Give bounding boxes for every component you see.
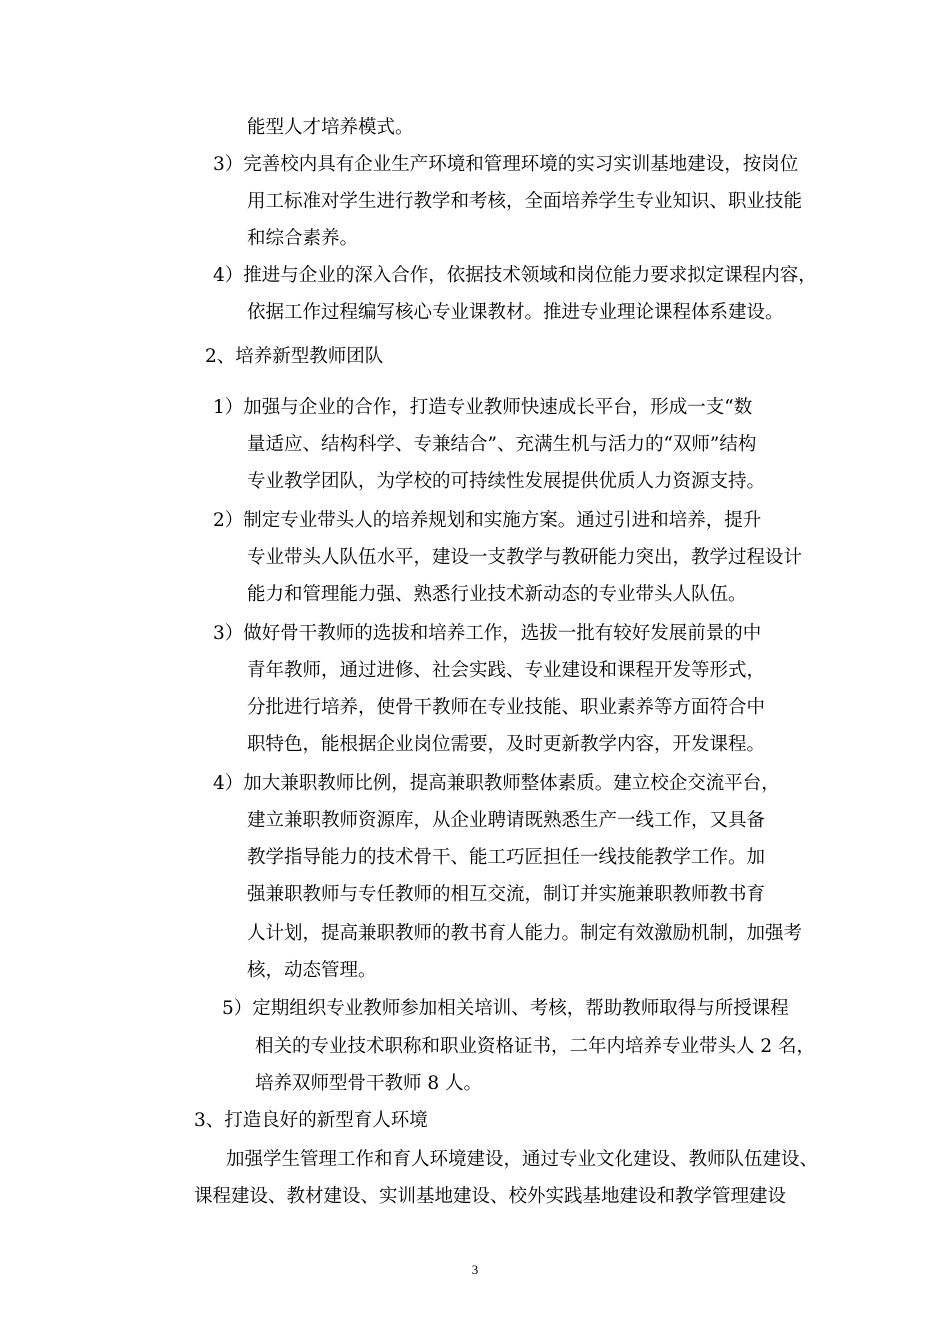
text-line: 培养双师型骨干教师 8 人。: [255, 1073, 483, 1094]
section-heading: 3、打造良好的新型育人环境: [194, 1110, 428, 1131]
text-line: 专业教学团队，为学校的可持续性发展提供优质人力资源支持。: [247, 471, 766, 492]
text-line: 核，动态管理。: [247, 960, 377, 981]
text-line: 分批进行培养，使骨干教师在专业技能、职业素养等方面符合中: [247, 697, 766, 718]
text-line: 强兼职教师与专任教师的相互交流，制订并实施兼职教师教书育: [247, 884, 766, 905]
text-line: 建立兼职教师资源库，从企业聘请既熟悉生产一线工作，又具备: [247, 810, 766, 831]
section-heading: 2、培养新型教师团队: [205, 346, 384, 367]
text-line: 和综合素养。: [247, 228, 359, 249]
text-line: 青年教师，通过进修、社会实践、专业建设和课程开发等形式，: [247, 660, 766, 681]
text-line: 2）制定专业带头人的培养规划和实施方案。通过引进和培养，提升: [213, 510, 762, 531]
text-line: 5）定期组织专业教师参加相关培训、考核，帮助教师取得与所授课程: [222, 998, 789, 1019]
text-line: 教学指导能力的技术骨干、能工巧匠担任一线技能教学工作。加: [247, 847, 766, 868]
text-line: 4）推进与企业的深入合作，依据技术领域和岗位能力要求拟定课程内容，: [213, 265, 817, 286]
text-line: 能型人才培养模式。: [247, 117, 414, 138]
text-line: 1）加强与企业的合作，打造专业教师快速成长平台，形成一支“数: [213, 397, 753, 418]
text-line: 相关的专业技术职称和职业资格证书，二年内培养专业带头人 2 名，: [255, 1036, 816, 1057]
text-line: 量适应、结构科学、专兼结合”、充满生机与活力的“双师”结构: [247, 434, 757, 455]
text-line: 4）加大兼职教师比例，提高兼职教师整体素质。建立校企交流平台，: [213, 773, 780, 794]
page-number: 3: [471, 1262, 479, 1277]
text-line: 依据工作过程编写核心专业课教材。推进专业理论课程体系建设。: [247, 302, 784, 323]
text-line: 用工标准对学生进行教学和考核，全面培养学生专业知识、职业技能: [247, 191, 803, 212]
text-line: 课程建设、教材建设、实训基地建设、校外实践基地建设和教学管理建设: [194, 1186, 787, 1207]
text-line: 专业带头人队伍水平，建设一支教学与教研能力突出，教学过程设计: [247, 547, 803, 568]
text-line: 加强学生管理工作和育人环境建设，通过专业文化建设、教师队伍建设、: [226, 1149, 819, 1170]
text-line: 3）完善校内具有企业生产环境和管理环境的实习实训基地建设，按岗位: [213, 154, 799, 175]
text-line: 能力和管理能力强、熟悉行业技术新动态的专业带头人队伍。: [247, 584, 747, 605]
text-line: 3）做好骨干教师的选拔和培养工作，选拔一批有较好发展前景的中: [213, 623, 762, 644]
text-line: 人计划，提高兼职教师的教书育人能力。制定有效激励机制，加强考: [247, 923, 803, 944]
text-line: 职特色，能根据企业岗位需要，及时更新教学内容，开发课程。: [247, 734, 766, 755]
